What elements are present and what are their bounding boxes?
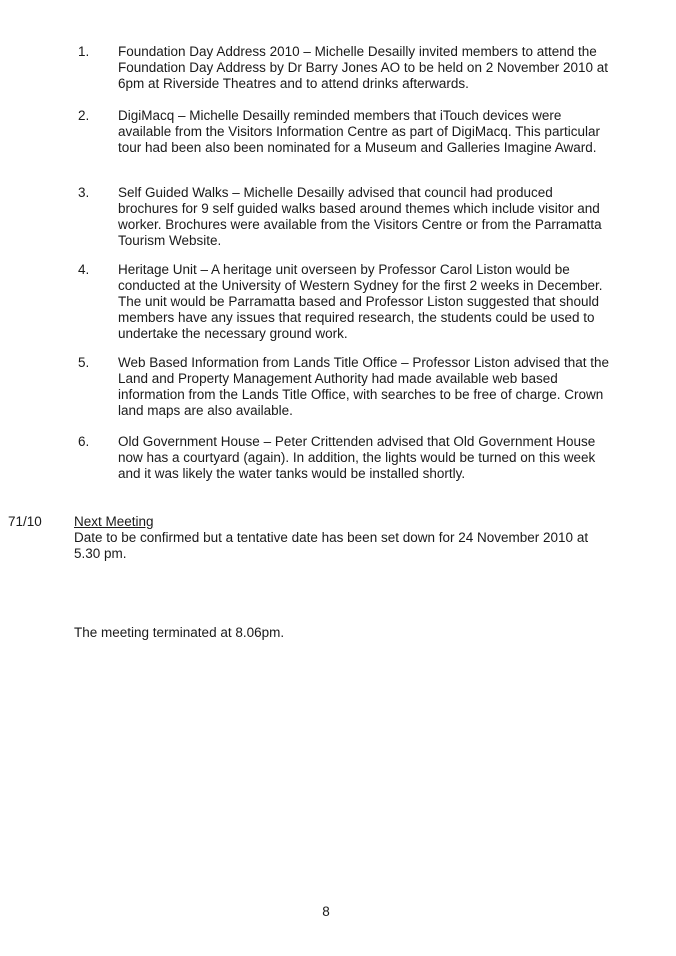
item-text: Self Guided Walks – Michelle Desailly advised that council had produced brochures for 9 self guided walks based around themes which include visitor and worker. Brochures were available from the Visitors Centre or from the Parramatta Tourism Website.: [118, 185, 602, 248]
item-text: Heritage Unit – A heritage unit overseen by Professor Carol Liston would be conducted at the University of Western Sydney for the first 2 weeks in December. The unit would be Parramatta based and Professor Liston suggested that should members have any issues that required research, the students could be used to undertake the necessary ground work.: [118, 262, 603, 341]
minute-heading: Next Meeting: [74, 514, 154, 529]
item-number: 6.: [78, 434, 90, 449]
closing-statement: The meeting terminated at 8.06pm.: [74, 625, 285, 640]
item-text: Old Government House – Peter Crittenden advised that Old Government House now has a courtyard (again). In addition, the lights would be turned on this week and it was likely the water tanks would be installed shortly.: [118, 434, 596, 481]
item-number: 5.: [78, 355, 90, 370]
item-number: 1.: [78, 44, 90, 59]
item-text: DigiMacq – Michelle Desailly reminded members that iTouch devices were available from the Visitors Information Centre as part of DigiMacq. This particular tour had been also been nominated for a Museum and Galleries Imagine Award.: [118, 108, 600, 155]
item-number: 2.: [78, 108, 90, 123]
item-number: 3.: [78, 185, 90, 200]
minute-number: 71/10: [8, 514, 42, 529]
item-number: 4.: [78, 262, 90, 277]
minute-body: Date to be confirmed but a tentative date has been set down for 24 November 2010 at 5.30 pm.: [74, 530, 589, 561]
page-number: 8: [322, 904, 330, 919]
item-text: Web Based Information from Lands Title Office – Professor Liston advised that the Land and Property Management Authority had made available web based information from the Lands Title Office, with searches to be free of charge. Crown land maps are also available.: [118, 355, 610, 418]
item-text: Foundation Day Address 2010 – Michelle Desailly invited members to attend the Foundation Day Address by Dr Barry Jones AO to be held on 2 November 2010 at 6pm at Riverside Theatres and to attend drinks afterwards.: [118, 44, 609, 91]
